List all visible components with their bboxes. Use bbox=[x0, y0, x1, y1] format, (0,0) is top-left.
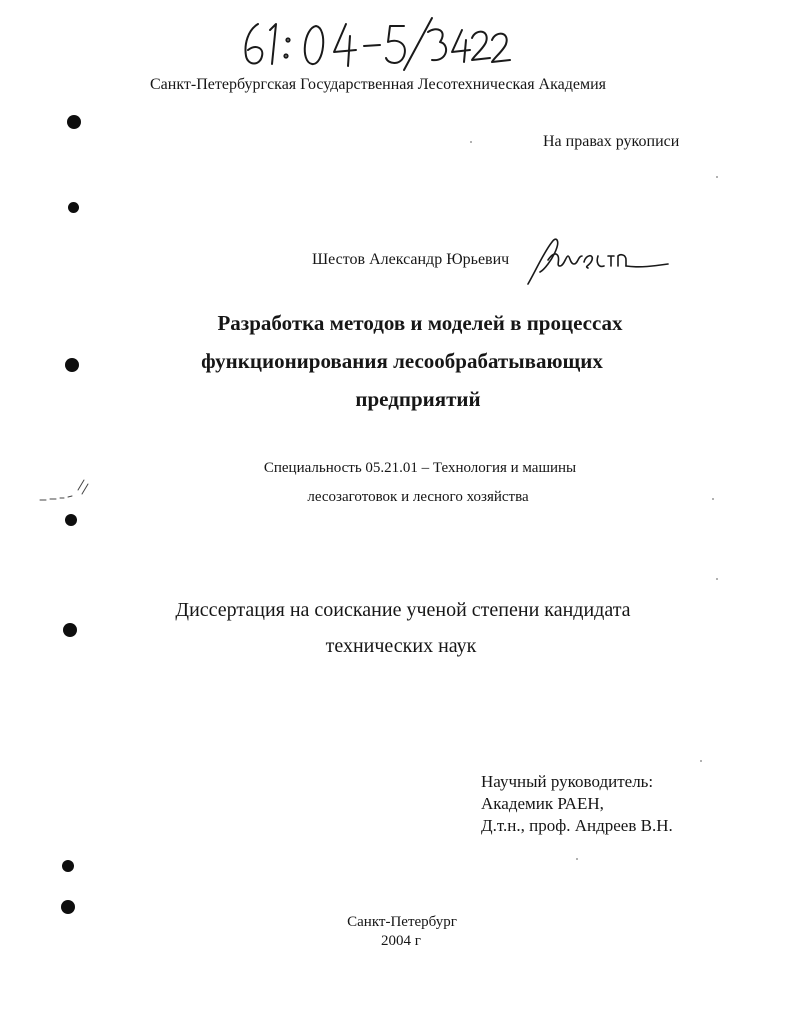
handwritten-code bbox=[236, 14, 516, 72]
dissertation-statement-line-2: технических наук bbox=[325, 635, 477, 657]
scan-speck bbox=[576, 858, 578, 860]
dissertation-statement-line-1: Диссертация на соискание ученой степени кандидата bbox=[175, 599, 631, 621]
manuscript-note: На правах рукописи bbox=[543, 133, 680, 150]
punch-hole bbox=[65, 358, 79, 372]
punch-hole bbox=[67, 115, 81, 129]
scan-speck bbox=[712, 498, 714, 500]
scan-marks bbox=[38, 476, 98, 506]
supervisor-heading: Научный руководитель: bbox=[481, 772, 654, 791]
city: Санкт-Петербург bbox=[347, 914, 457, 930]
supervisor-name: Д.т.н., проф. Андреев В.Н. bbox=[481, 816, 673, 835]
specialty-line-1: Специальность 05.21.01 – Технология и машины bbox=[263, 460, 577, 476]
scan-speck bbox=[470, 141, 472, 143]
specialty-line-2: лесозаготовок и лесного хозяйства bbox=[307, 489, 529, 505]
punch-hole bbox=[61, 900, 75, 914]
scan-speck bbox=[716, 176, 718, 178]
scan-speck bbox=[716, 578, 718, 580]
author-name: Шестов Александр Юрьевич bbox=[312, 251, 510, 268]
dissertation-title-line-1: Разработка методов и моделей в процессах bbox=[217, 311, 623, 335]
dissertation-title-line-3: предприятий bbox=[355, 387, 481, 411]
punch-hole bbox=[65, 514, 77, 526]
punch-hole bbox=[63, 623, 77, 637]
punch-hole bbox=[68, 202, 79, 213]
dissertation-title-line-2: функционирования лесообрабатывающих bbox=[201, 349, 603, 373]
institution-name: Санкт-Петербургская Государственная Лесотехническая Академия bbox=[150, 76, 607, 93]
supervisor-rank: Академик РАЕН, bbox=[481, 794, 604, 813]
punch-hole bbox=[62, 860, 74, 872]
scan-speck bbox=[700, 760, 702, 762]
year: 2004 г bbox=[381, 933, 421, 949]
author-signature bbox=[522, 226, 674, 290]
